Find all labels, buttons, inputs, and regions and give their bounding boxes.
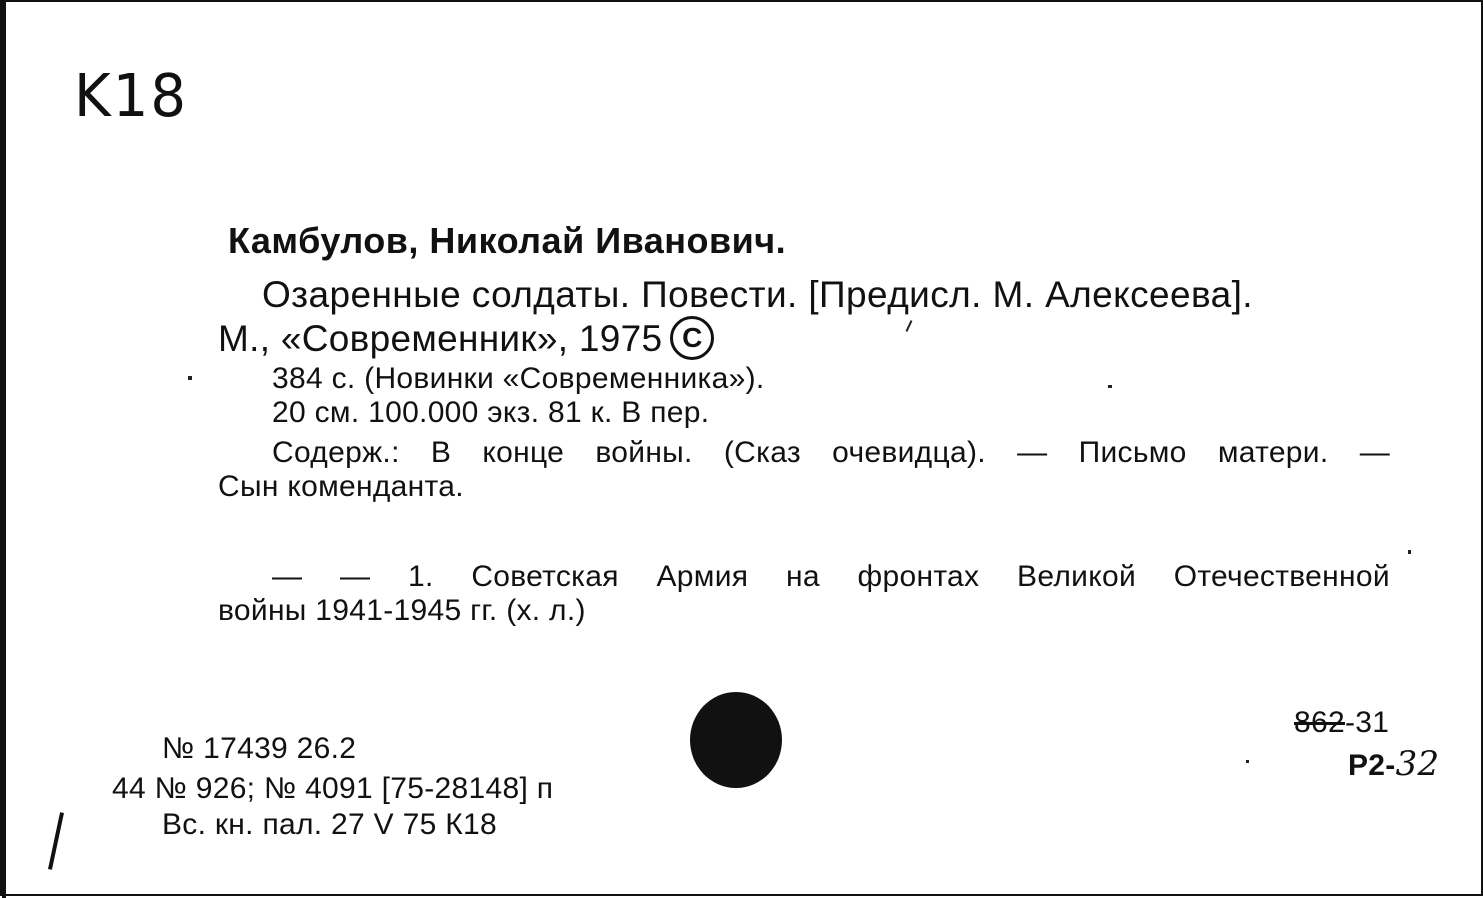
subject-word: Великой xyxy=(1017,560,1136,593)
scan-speck xyxy=(906,320,913,332)
pagination-series: 384 с. (Новинки «Современника»). xyxy=(272,362,765,395)
subject-word: 1. xyxy=(408,560,434,593)
subject-heading-continued: войны 1941-1945 гг. (х. л.) xyxy=(218,594,586,627)
subject-heading xyxy=(272,560,1390,594)
contents-word: очевидца). xyxy=(832,436,986,469)
copyright-icon: C xyxy=(670,316,714,360)
book-chamber-record: Вс. кн. пал. 27 V 75 К18 xyxy=(162,808,497,841)
pencil-mark xyxy=(48,812,64,870)
contents-word: — xyxy=(1017,436,1048,469)
struck-index: 862 xyxy=(1294,706,1345,739)
imprint-text: М., «Современник», 1975 xyxy=(218,318,663,359)
size-edition-price: 20 см. 100.000 экз. 81 к. В пер. xyxy=(272,396,710,429)
author-heading: Камбулов, Николай Иванович. xyxy=(228,220,787,261)
title-statement: Озаренные солдаты. Повести. [Предисл. М. Алексеева]. xyxy=(262,274,1253,315)
index-suffix: -31 xyxy=(1344,706,1390,739)
contents-word: Письмо xyxy=(1078,436,1187,469)
shelf-index-print: Р2- xyxy=(1348,749,1396,782)
book-chamber-numbers: 44 № 926; № 4091 [75-28148] п xyxy=(112,772,554,805)
scan-speck xyxy=(1408,550,1411,554)
subject-word: фронтах xyxy=(857,560,980,593)
scan-speck xyxy=(188,376,192,380)
subject-word: Советская xyxy=(471,560,619,593)
scan-edge xyxy=(2,2,6,898)
contents-word: (Сказ xyxy=(723,436,801,469)
scan-speck xyxy=(1246,760,1249,763)
contents-word: матери. xyxy=(1217,436,1329,469)
subject-word: — xyxy=(340,560,371,593)
handwritten-call-number: K18 xyxy=(74,62,188,131)
contents-word: войны. xyxy=(595,436,693,469)
punch-hole xyxy=(690,692,782,788)
imprint-line xyxy=(218,318,714,363)
classification-index xyxy=(1294,706,1389,740)
subject-word: на xyxy=(785,560,820,593)
contents-word: В xyxy=(430,436,452,469)
contents-note-continued: Сын коменданта. xyxy=(218,470,464,503)
subject-word: Армия xyxy=(656,560,749,593)
subject-word: — xyxy=(272,560,303,593)
scan-speck xyxy=(1108,385,1112,388)
registration-number: № 17439 26.2 xyxy=(162,732,357,765)
contents-note xyxy=(272,436,1390,470)
contents-word: Содерж.: xyxy=(272,436,400,469)
shelf-index xyxy=(1348,744,1439,784)
shelf-index-handwritten: 32 xyxy=(1395,744,1440,784)
contents-word: — xyxy=(1359,436,1390,469)
subject-word: Отечественной xyxy=(1173,560,1390,593)
contents-word: конце xyxy=(482,436,565,469)
